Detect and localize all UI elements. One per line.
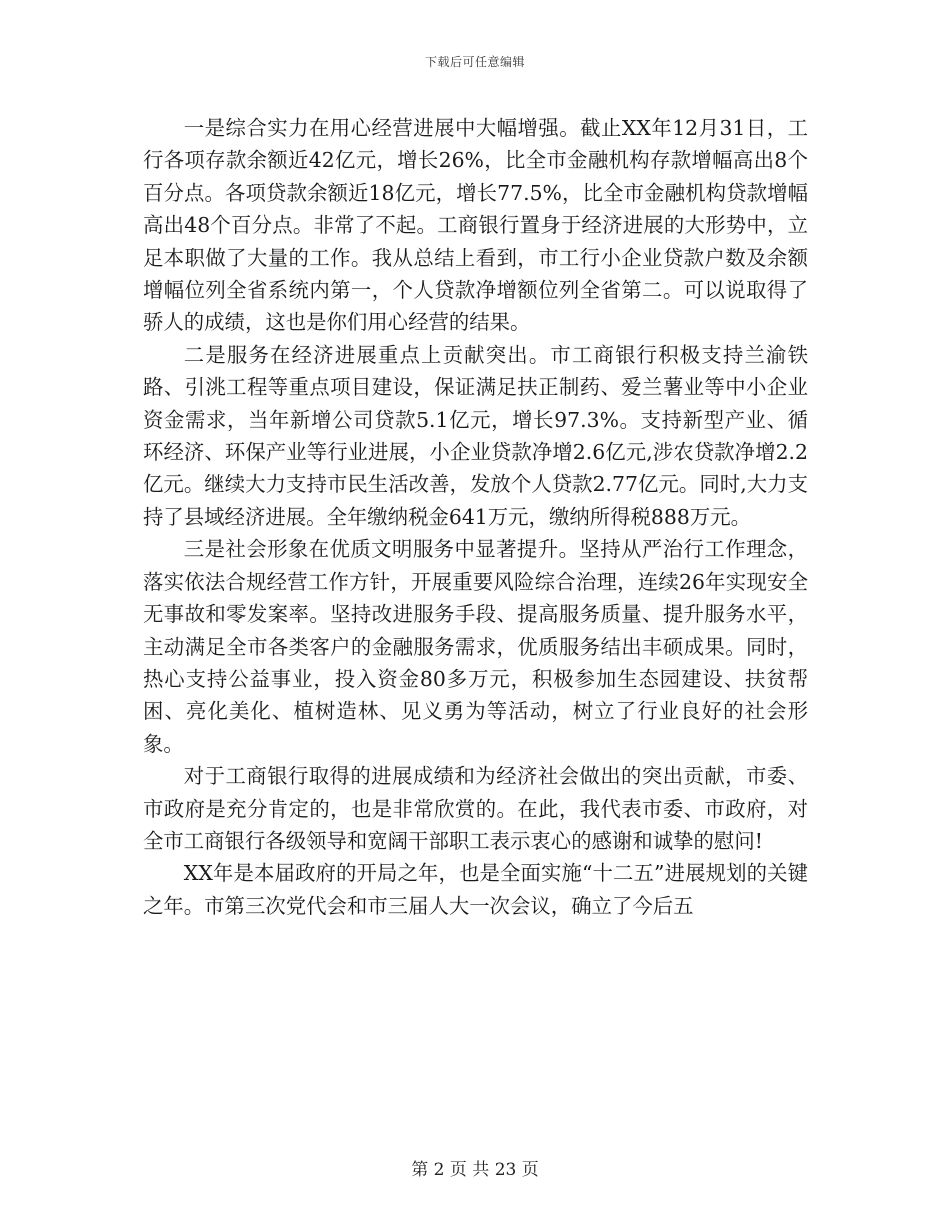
- paragraph-2: 二是服务在经济进展重点上贡献突出。市工商银行积极支持兰渝铁路、引洮工程等重点项目建设，保证满足扶正制药、爱兰薯业等中小企业资金需求，当年新增公司贷款5.1亿元，增长97.3%。支持新型产业、循环经济、环保产业等行业进展，小企业贷款净增2.6亿元,涉农贷款净增2.2亿元。继续大力支持市民生活改善，发放个人贷款2.77亿元。同时,大力支持了县域经济进展。全年缴纳税金641万元，缴纳所得税888万元。: [143, 342, 808, 529]
- paragraph-1: 一是综合实力在用心经营进展中大幅增强。截止XX年12月31日，工行各项存款余额近42亿元，增长26%，比全市金融机构存款增幅高出8个百分点。各项贷款余额近18亿元，增长77.5%，比全市金融机构贷款增幅高出48个百分点。非常了不起。工商银行置身于经济进展的大形势中，立足本职做了大量的工作。我从总结上看到，市工行小企业贷款户数及余额增幅位列全省系统内第一，个人贷款净增额位列全省第二。可以说取得了骄人的成绩，这也是你们用心经营的结果。: [143, 116, 808, 335]
- page-header-note: 下载后可任意编辑: [424, 55, 525, 69]
- page-number: 第 2 页 共 23 页: [411, 1160, 539, 1180]
- paragraph-4: 对于工商银行取得的进展成绩和为经济社会做出的突出贡献，市委、市政府是充分肯定的，也是非常欣赏的。在此，我代表市委、市政府，对全市工商银行各级领导和宽阔干部职工表示衷心的感谢和诚挚的慰问!: [143, 764, 808, 853]
- paragraph-3: 三是社会形象在优质文明服务中显著提升。坚持从严治行工作理念，落实依法合规经营工作方针，开展重要风险综合治理，连续26年实现安全无事故和零发案率。坚持改进服务手段、提高服务质量、提升服务水平，主动满足全市各类客户的金融服务需求，优质服务结出丰硕成果。同时，热心支持公益事业，投入资金80多万元，积极参加生态园建设、扶贫帮困、亮化美化、植树造林、见义勇为等活动，树立了行业良好的社会形象。: [143, 537, 808, 756]
- document-body: [143, 112, 808, 922]
- paragraph-5: XX年是本届政府的开局之年，也是全面实施“十二五”进展规划的关键之年。市第三次党代会和市三届人大一次会议，确立了今后五: [143, 861, 808, 918]
